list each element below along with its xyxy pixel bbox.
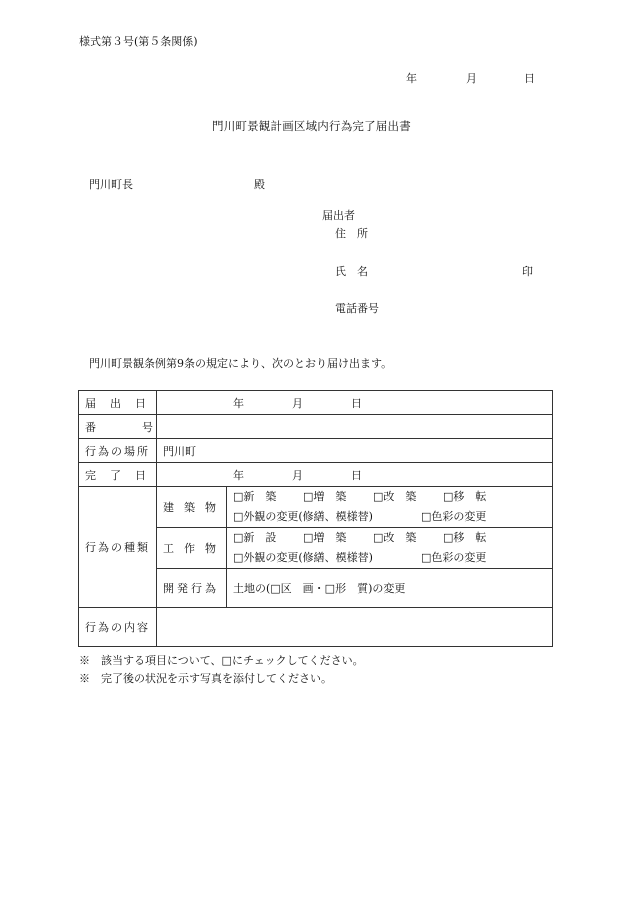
number-field[interactable]: [157, 415, 553, 439]
development-label: 開発行為: [157, 569, 227, 608]
building-option-new[interactable]: □新 築: [233, 490, 277, 503]
structure-option-relocation[interactable]: □移 転: [443, 531, 487, 544]
addressee: 門川町長: [89, 178, 133, 191]
date-day-label: 日: [524, 72, 535, 85]
date-month-label: 月: [466, 72, 477, 85]
address-label: 住所: [335, 227, 379, 240]
number-row: [79, 415, 553, 439]
date-year-label: 年: [406, 72, 417, 85]
year-label: 年: [233, 468, 244, 482]
content-label: 行為の内容: [79, 608, 157, 647]
completion-date-label: 完了日: [79, 463, 157, 487]
structure-option-color[interactable]: □色彩の変更: [421, 551, 487, 564]
document-title: 門川町景観計画区域内行為完了届出書: [212, 119, 411, 133]
location-field[interactable]: 門川町: [157, 439, 553, 463]
content-row: [79, 608, 553, 647]
name-label: 氏名: [335, 265, 379, 278]
building-option-color[interactable]: □色彩の変更: [421, 510, 487, 523]
building-option-renovation[interactable]: □改 築: [373, 490, 417, 503]
building-options: [227, 487, 553, 528]
year-label: 年: [233, 396, 244, 410]
location-label: 行為の場所: [79, 439, 157, 463]
notification-date-row: [79, 391, 553, 415]
content-field[interactable]: [157, 608, 553, 647]
day-label: 日: [351, 468, 362, 482]
type-label: 行為の種類: [79, 487, 157, 608]
structure-options: [227, 528, 553, 569]
month-label: 月: [292, 468, 303, 482]
phone-label: 電話番号: [335, 302, 379, 315]
structure-option-new[interactable]: □新 設: [233, 531, 277, 544]
structure-option-extension[interactable]: □増 築: [303, 531, 347, 544]
notification-date-label: 届出日: [79, 391, 157, 415]
honorific: 殿: [254, 178, 265, 191]
structure-label: 工作物: [157, 528, 227, 569]
completion-date-field[interactable]: [157, 463, 553, 487]
day-label: 日: [351, 396, 362, 410]
form-number: 様式第３号(第５条関係): [79, 35, 198, 48]
structure-option-exterior[interactable]: □外観の変更(修繕、模様替): [233, 551, 373, 564]
seal-mark: 印: [522, 265, 533, 278]
note-check: ※ 該当する項目について、□にチェックしてください。: [79, 654, 364, 667]
month-label: 月: [292, 396, 303, 410]
note-photo: ※ 完了後の状況を示す写真を添付してください。: [79, 672, 332, 685]
number-label: 番号: [79, 415, 157, 439]
building-label: 建築物: [157, 487, 227, 528]
notification-form-table: [78, 390, 553, 647]
building-option-exterior[interactable]: □外観の変更(修繕、模様替): [233, 510, 373, 523]
applicant-label: 届出者: [322, 209, 355, 222]
development-option[interactable]: 土地の(□区 画・□形 質)の変更: [227, 569, 553, 608]
location-row: [79, 439, 553, 463]
completion-date-row: [79, 463, 553, 487]
intro-text: 門川町景観条例第9条の規定により、次のとおり届け出ます。: [89, 357, 393, 370]
structure-option-renovation[interactable]: □改 築: [373, 531, 417, 544]
building-option-extension[interactable]: □増 築: [303, 490, 347, 503]
building-row: [79, 487, 553, 528]
notification-date-field[interactable]: [157, 391, 553, 415]
building-option-relocation[interactable]: □移 転: [443, 490, 487, 503]
